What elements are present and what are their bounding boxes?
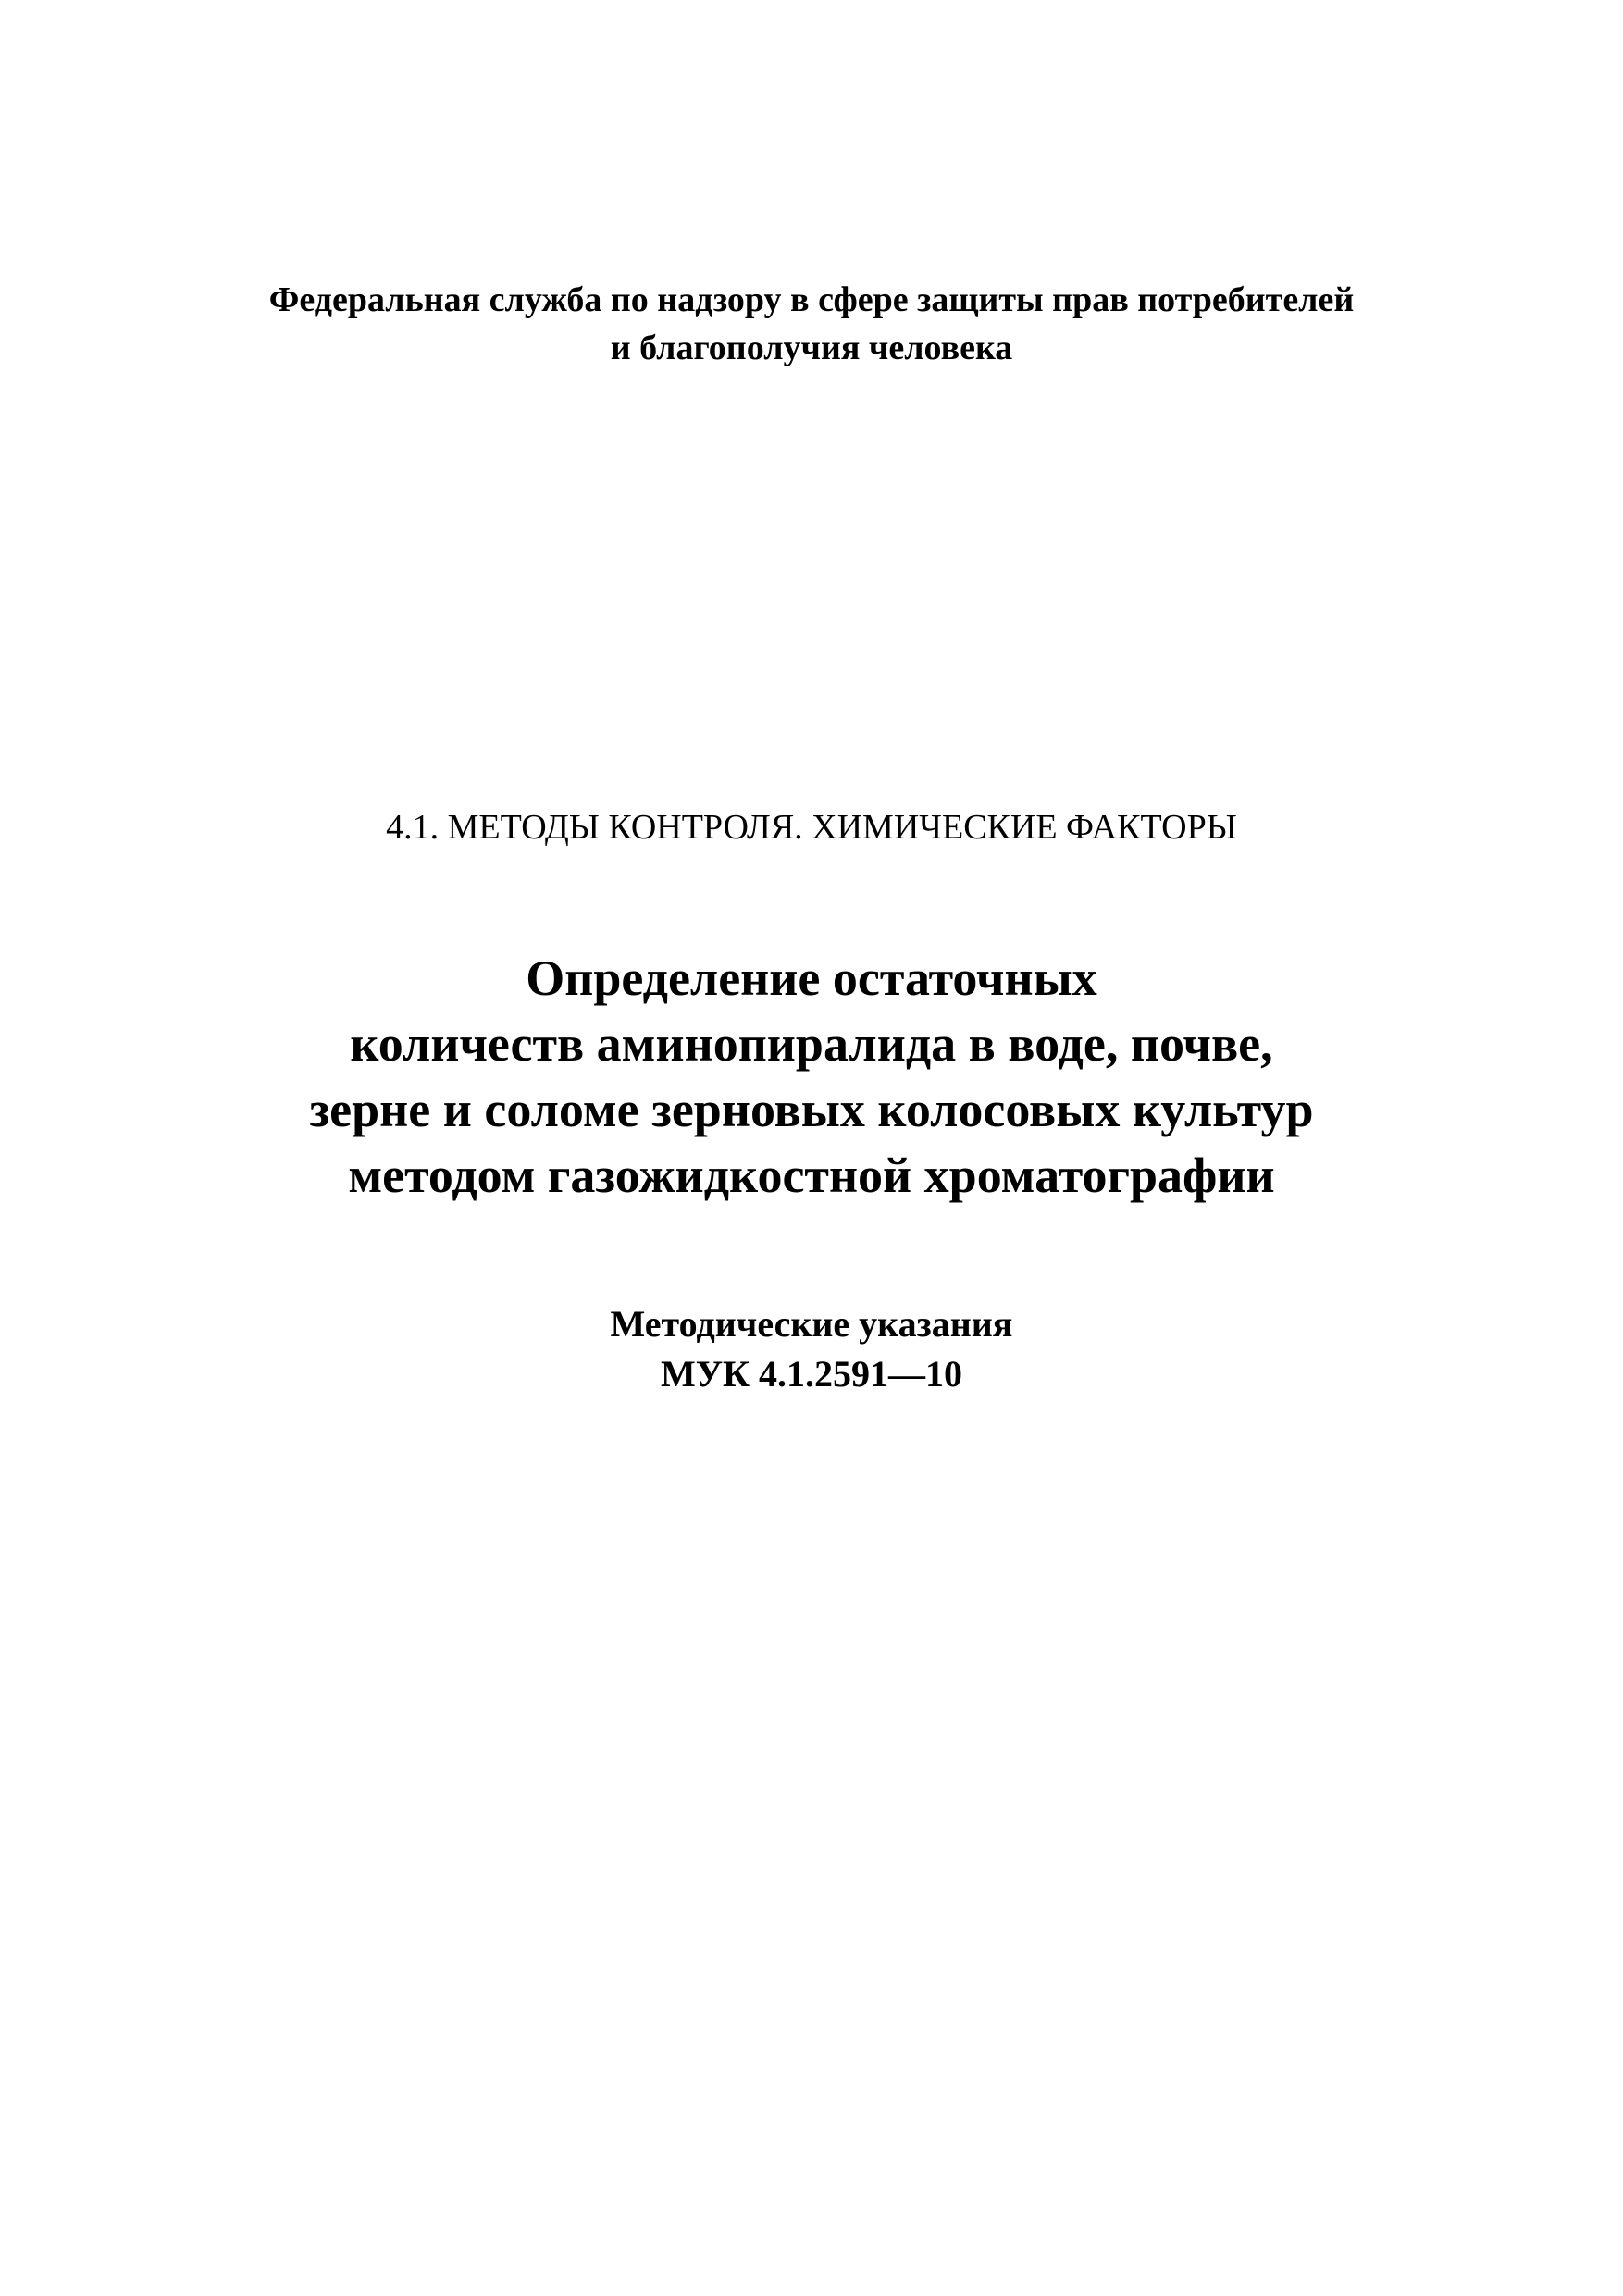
title-line-3: зерне и соломе зерновых колосовых культур <box>309 1082 1314 1137</box>
title-line-2: количеств аминопиралида в воде, почве, <box>350 1016 1273 1072</box>
title-line-4: методом газожидкостной хроматографии <box>348 1148 1275 1203</box>
agency-name <box>0 276 1623 372</box>
document-title <box>0 946 1623 1209</box>
agency-name-line-2: и благополучия человека <box>610 329 1013 367</box>
section-heading: 4.1. МЕТОДЫ КОНТРОЛЯ. ХИМИЧЕСКИЕ ФАКТОРЫ <box>386 808 1237 847</box>
document-code: МУК 4.1.2591—10 <box>660 1353 963 1395</box>
title-line-1: Определение остаточных <box>526 950 1097 1006</box>
document-type-block <box>0 1299 1623 1399</box>
document-type: Методические указания <box>610 1303 1013 1345</box>
agency-name-line-1: Федеральная служба по надзору в сфере защиты прав потребителей <box>268 280 1355 319</box>
